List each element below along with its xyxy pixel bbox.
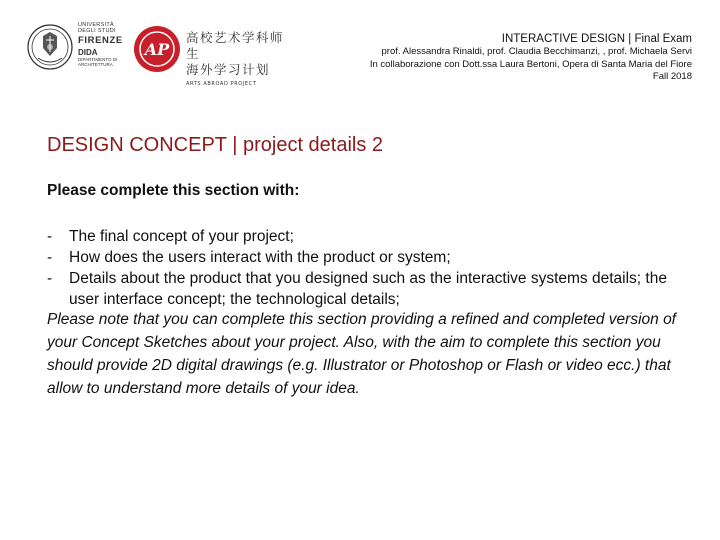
list-item-text: Details about the product that you designed such as the interactive systems details; the user interface concept; the technological details; bbox=[69, 270, 667, 308]
unifi-dida: DIDA bbox=[78, 48, 98, 57]
aap-chinese-line2: 海外学习计划 bbox=[186, 62, 271, 77]
aap-emblem-text: AP bbox=[144, 40, 170, 59]
professors-line: prof. Alessandra Rinaldi, prof. Claudia Becchimanzi, , prof. Michaela Servi bbox=[381, 46, 692, 57]
unifi-line2: DEGLI STUDI bbox=[78, 28, 116, 34]
arts-abroad-project-logo bbox=[132, 22, 287, 87]
list-item-text: The final concept of your project; bbox=[69, 228, 294, 245]
collaboration-line: In collaborazione con Dott.ssa Laura Bertoni, Opera di Santa Maria del Fiore bbox=[369, 58, 692, 70]
florence-seal-icon bbox=[26, 22, 74, 72]
course-title: INTERACTIVE DESIGN | Final Exam bbox=[501, 33, 692, 45]
unifi-line3: FIRENZE bbox=[78, 35, 123, 46]
aap-emblem-icon bbox=[132, 22, 182, 72]
unifi-dept1: DIPARTIMENTO DI bbox=[78, 57, 118, 62]
term-line: Fall 2018 bbox=[652, 71, 692, 82]
section-subtitle: Please complete this section with: bbox=[47, 182, 300, 199]
list-item: - The final concept of your project; bbox=[47, 228, 294, 245]
list-item-text: How does the users interact with the product or system; bbox=[69, 249, 451, 266]
instructions-note: Please note that you can complete this section providing a refined and completed version of your Concept Sketches about your project. Also, with the aim to complete this section you should provide 2D digital drawings (e.g. Illustrator or Photoshop or Flash or video ecc.) that allow to understand more details of your idea. bbox=[47, 311, 676, 397]
aap-chinese-line1: 高校艺术学科师生 bbox=[186, 30, 285, 61]
unifi-dept2: ARCHITETTURA bbox=[78, 62, 113, 67]
course-header bbox=[370, 32, 692, 84]
university-of-florence-logo bbox=[26, 22, 123, 78]
unifi-line1: UNIVERSITÀ bbox=[78, 22, 115, 28]
requirements-list bbox=[47, 226, 687, 310]
list-item: - How does the users interact with the product or system; bbox=[47, 249, 451, 266]
aap-english-name: ARTS ABROAD PROJECT bbox=[186, 81, 257, 87]
page-title: DESIGN CONCEPT | project details 2 bbox=[47, 134, 384, 156]
list-item: - Details about the product that you designed such as the interactive systems details; the user interface concept; the technological details; bbox=[47, 270, 667, 308]
